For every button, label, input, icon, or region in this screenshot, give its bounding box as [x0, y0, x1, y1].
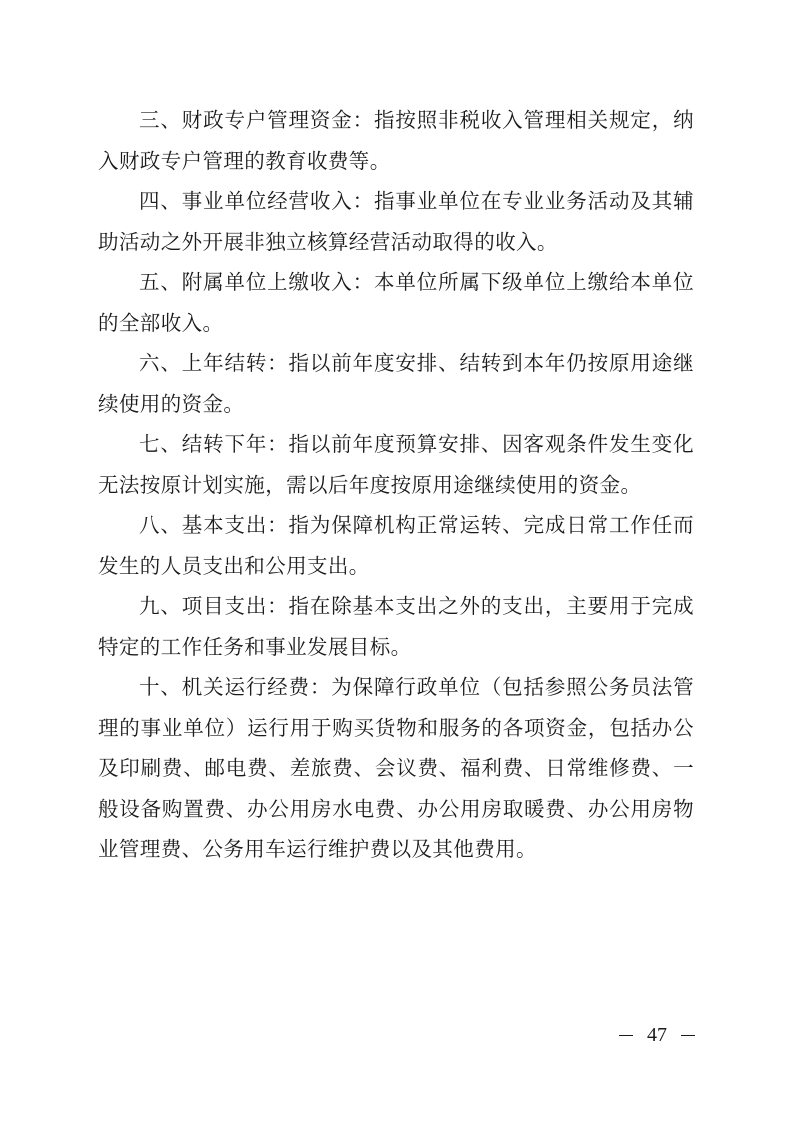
- paragraph-project-expenditure: 九、项目支出：指在除基本支出之外的支出，主要用于完成特定的工作任务和事业发展目标。: [98, 594, 694, 659]
- paragraph-business-income: 四、事业单位经营收入：指事业单位在专业业务活动及其辅助活动之外开展非独立核算经营活动取得的收入。: [98, 189, 694, 254]
- document-body: [98, 100, 694, 870]
- paragraph-fiscal-special-account: 三、财政专户管理资金：指按照非税收入管理相关规定，纳入财政专户管理的教育收费等。: [98, 108, 694, 173]
- paragraph-subsidiary-income: 五、附属单位上缴收入：本单位所属下级单位上缴给本单位的全部收入。: [98, 270, 694, 335]
- page-number-right-dash: [681, 1035, 695, 1037]
- paragraph-next-year-carryover: 七、结转下年：指以前年度预算安排、因客观条件发生变化无法按原计划实施，需以后年度按原用途继续使用的资金。: [98, 432, 694, 497]
- paragraph-operating-funds: 十、机关运行经费：为保障行政单位（包括参照公务员法管理的事业单位）运行用于购买货物和服务的各项资金，包括办公及印刷费、邮电费、差旅费、会议费、福利费、日常维修费、一般设备购置费、办公用房水电费、办公用房取暖费、办公用房物业管理费、公务用车运行维护费以及其他费用。: [98, 675, 694, 861]
- paragraph-basic-expenditure: 八、基本支出：指为保障机构正常运转、完成日常工作任而发生的人员支出和公用支出。: [98, 513, 694, 578]
- page-number-value: 47: [647, 1024, 667, 1046]
- page-number: [619, 1024, 695, 1047]
- page-number-left-dash: [619, 1035, 633, 1037]
- paragraph-prior-year-carryover: 六、上年结转：指以前年度安排、结转到本年仍按原用途继续使用的资金。: [98, 351, 694, 416]
